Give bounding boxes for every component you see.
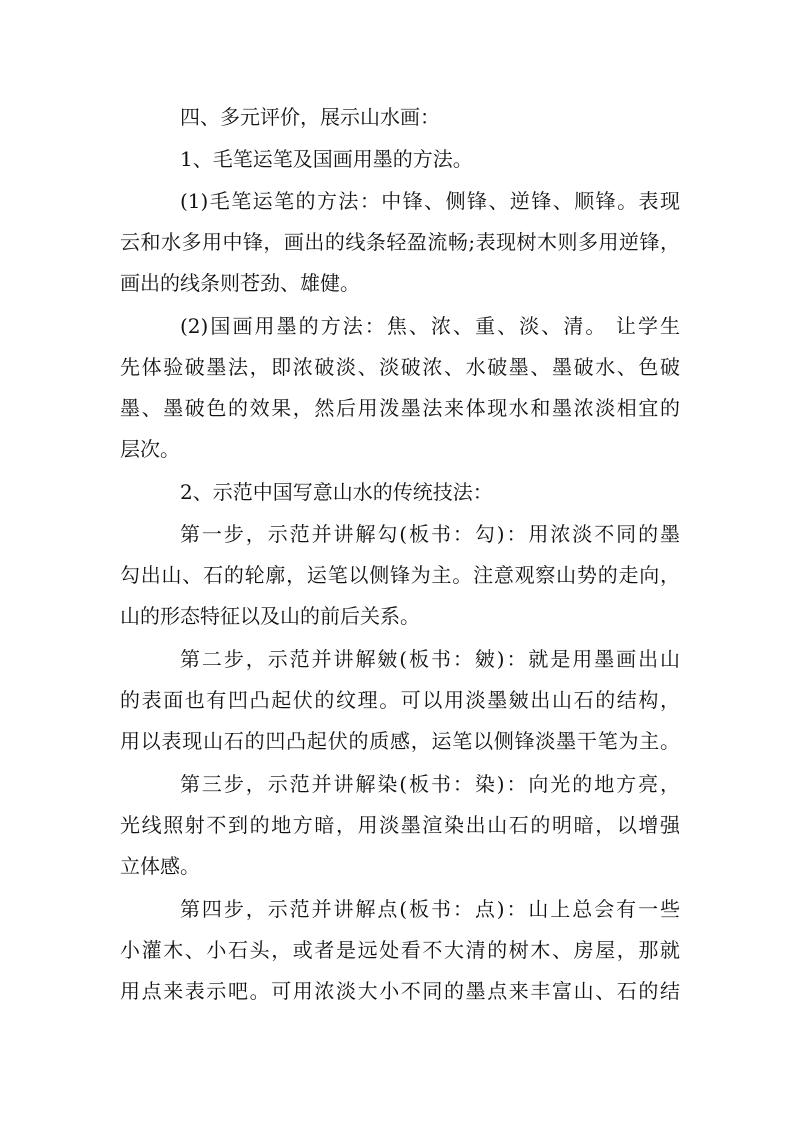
paragraph-brush-technique [120, 181, 680, 304]
text-line: 光线照射不到的地方暗，用淡墨渲染出山石的明暗，以增强 [120, 813, 680, 837]
text-line: 第二步，示范并讲解皴(板书：皴)：就是用墨画出山 [180, 647, 680, 671]
text-line: 用以表现山石的凹凸起伏的质感，运笔以侧锋淡墨干笔为主。 [120, 729, 680, 753]
text-line: 勾出山、石的轮廓，运笔以侧锋为主。注意观察山势的走向， [120, 563, 680, 587]
text-line: 云和水多用中锋，画出的线条轻盈流畅;表现树木则多用逆锋， [120, 230, 680, 254]
item2-title-text: 2、示范中国写意山水的传统技法： [180, 480, 493, 504]
text-line: 立体感。 [120, 854, 200, 878]
text-line: 山的形态特征以及山的前后关系。 [120, 604, 420, 628]
text-line: 用点来表示吧。可用浓淡大小不同的墨点来丰富山、石的结 [120, 979, 680, 1003]
text-line: 第四步，示范并讲解点(板书：点)：山上总会有一些 [180, 897, 680, 921]
text-line: 先体验破墨法，即浓破淡、淡破浓、水破墨、墨破水、色破 [120, 355, 680, 379]
text-line: 层次。 [120, 437, 180, 461]
paragraph-step-texture [120, 639, 680, 762]
paragraph-step-shading [120, 764, 680, 887]
paragraph-step-dotting [120, 889, 680, 1012]
text-line: 墨、墨破色的效果，然后用泼墨法来体现水和墨浓淡相宜的 [120, 396, 680, 420]
section-heading [120, 97, 680, 138]
text-line: 小灌木、小石头，或者是远处看不大清的树木、房屋，那就 [120, 938, 680, 962]
section-heading-text: 四、多元评价，展示山水画： [180, 105, 440, 129]
paragraph-step-outline [120, 514, 680, 637]
item2-title [120, 472, 680, 513]
text-line: 第一步，示范并讲解勾(板书：勾)：用浓淡不同的墨 [180, 522, 680, 546]
item1-title [120, 139, 680, 180]
text-line: 第三步，示范并讲解染(板书：染)：向光的地方亮， [180, 772, 680, 796]
text-line: 画出的线条则苍劲、雄健。 [120, 271, 360, 295]
text-line: (1)毛笔运笔的方法：中锋、侧锋、逆锋、顺锋。表现 [180, 189, 680, 213]
text-line: (2)国画用墨的方法：焦、浓、重、淡、清。 让学生 [180, 314, 680, 338]
text-line: 的表面也有凹凸起伏的纹理。可以用淡墨皴出山石的结构， [120, 688, 680, 712]
item1-title-text: 1、毛笔运笔及国画用墨的方法。 [180, 147, 473, 171]
paragraph-ink-technique [120, 306, 680, 470]
